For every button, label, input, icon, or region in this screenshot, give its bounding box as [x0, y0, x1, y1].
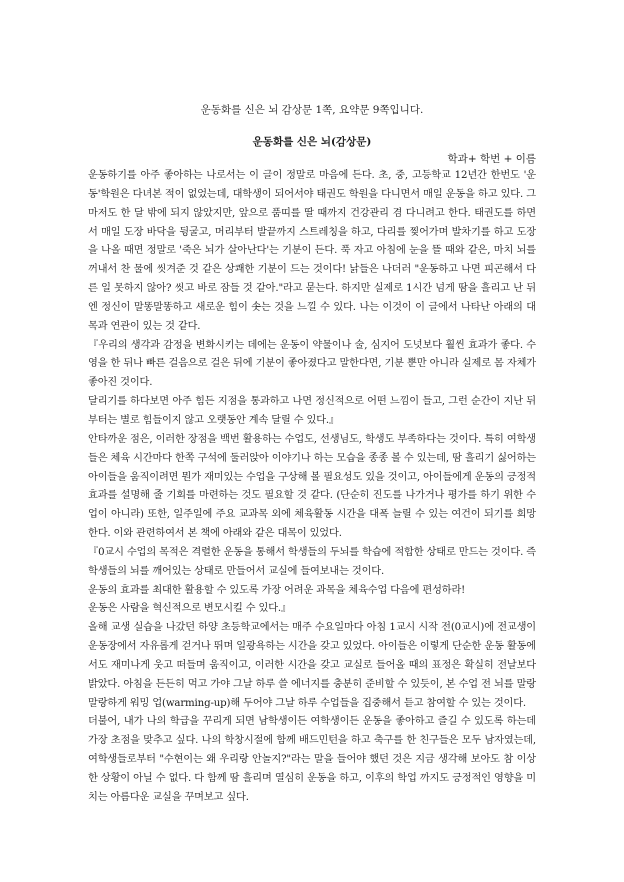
paragraph: 『우리의 생각과 감정을 변화시키는 데에는 운동이 약물이나 술, 심지어 도넛보다 훨씬 효과가 좋다. 수영을 한 뒤나 빠른 걸음으로 걸은 뒤에 기분이 좋아졌다고 말한다면, 기분 뿐만 아니라 실제로 몸 자체가 좋아진 것이다.: [88, 339, 536, 389]
paragraph: 운동의 효과를 최대한 활용할 수 있도록 가장 어려운 과목을 체육수업 다음에 편성하라!: [88, 584, 466, 596]
paragraph: 더불어, 내가 나의 학급을 꾸리게 되면 남학생이든 여학생이든 운동을 좋아하고 즐길 수 있도록 하는데 가장 초점을 맞추고 싶다. 나의 학창시절에 함께 배드민턴을 하고 축구를 한 친구들은 모두 남자였는데, 여학생들로부터 "수현이는 왜 우리랑 안놀지?"라는 말을 들어야 했던 것은 지금 생각해 보아도 참 이상한 상황이 아닐 수 없다. 다 함께 땀 흘리며 열심히 운동을 하고, 이후의 학업 까지도 긍정적인 영향을 미치는 아름다운 교실을 꾸며보고 싶다.: [88, 716, 536, 803]
page-title: 운동화를 신은 뇌(감상문): [252, 136, 372, 148]
paragraph: 올해 교생 실습을 나갔던 하양 초등학교에서는 매주 수요일마다 아침 1교시 시작 전(0교시)에 전교생이 운동장에서 자유롭게 걷거나 뛰며 일광욕하는 시간을 갖고 있었다. 아이들은 이렇게 단순한 운동 활동에서도 재미나게 웃고 떠들며 움직이고, 이러한 시간을 갖고 교실로 들어올 때의 표정은 확실히 전날보다 밝았다. 아침을 든든히 먹고 가야 그날 하루 쓸 에너지를 충분히 준비할 수 있듯이, 본 수업 전 뇌를 말랑말랑하게 워밍 업(warming-up)해 두어야 그날 하루 수업들을 집중해서 듣고 참여할 수 있는 것이다.: [88, 622, 536, 709]
author-line: 학과+ 학번 + 이름: [447, 153, 536, 165]
header-note: 운동화를 신은 뇌 감상문 1쪽, 요약문 9쪽입니다.: [200, 104, 424, 116]
paragraph: 달리기를 하다보면 아주 힘든 지점을 통과하고 나면 정신적으로 어떤 느낌이 들고, 그런 순간이 지난 뒤부터는 별로 힘들이지 않고 오랫동안 계속 달릴 수 있다.』: [88, 396, 536, 426]
essay-body: [88, 167, 536, 808]
paragraph: 『0교시 수업의 목적은 격렬한 운동을 통해서 학생들의 두뇌를 학습에 적합한 상태로 만드는 것이다. 즉 학생들의 뇌를 깨어있는 상태로 만들어서 교실에 들여보내는 것이다.: [88, 546, 536, 577]
paragraph: 안타까운 점은, 이러한 장점을 백번 활용하는 수업도, 선생님도, 학생도 부족하다는 것이다. 특히 여학생들은 체육 시간마다 한쪽 구석에 둘러앉아 이야기나 하는 모습을 종종 볼 수 있는데, 땀 흘리기 싫어하는 아이들을 움직이려면 뭔가 재미있는 수업을 구상해 볼 필요성도 있을 것이고, 아이들에게 운동의 긍정적 효과를 설명해 줄 기회를 마련하는 것도 필요할 것 같다. (단순히 진도를 나가거나 평가를 하기 위한 수업이 아니라) 또한, 일주일에 주요 교과목 외에 체육활동 시간을 대폭 늘릴 수 있는 여건이 되기를 희망한다. 이와 관련하여서 본 책에 아래와 같은 대목이 있었다.: [88, 433, 536, 540]
paragraph: 운동하기를 아주 좋아하는 나로서는 이 글이 정말로 마음에 든다. 초, 중, 고등학교 12년간 한번도 '운동'학원은 다녀본 적이 없었는데, 대학생이 되어서야 태권도 학원을 다니면서 매일 운동을 하고 있다. 그마저도 한 달 밖에 되지 않았지만, 앞으로 품띠를 딸 때까지 건강관리 겸 다니려고 한다. 태권도를 하면서 매일 도장 바닥을 뒹굴고, 머리부터 발끝까지 스트레칭을 하고, 다리를 찢어가며 발차기를 하고 도장을 나올 때면 정말로 '죽은 뇌가 살아난다'는 기분이 든다. 푹 자고 아침에 눈을 뜰 때와 같은, 마치 뇌를 꺼내서 찬 물에 씻겨준 것 같은 상쾌한 기분이 드는 것이다! 낡들은 나더러 "운동하고 나면 피곤해서 다른 일 못하지 않아? 씻고 바로 잠들 것 같아."라고 묻는다. 하지만 실제로 1시간 넘게 땀을 흘리고 난 뒤엔 정신이 말똥말똥하고 새로운 힘이 솟는 것을 느낄 수 있다. 나는 이것이 이 글에서 나타난 아래의 대목과 연관이 있는 것 같다.: [88, 170, 536, 332]
paragraph: 운동은 사람을 혁신적으로 변모시킬 수 있다.』: [88, 603, 292, 615]
